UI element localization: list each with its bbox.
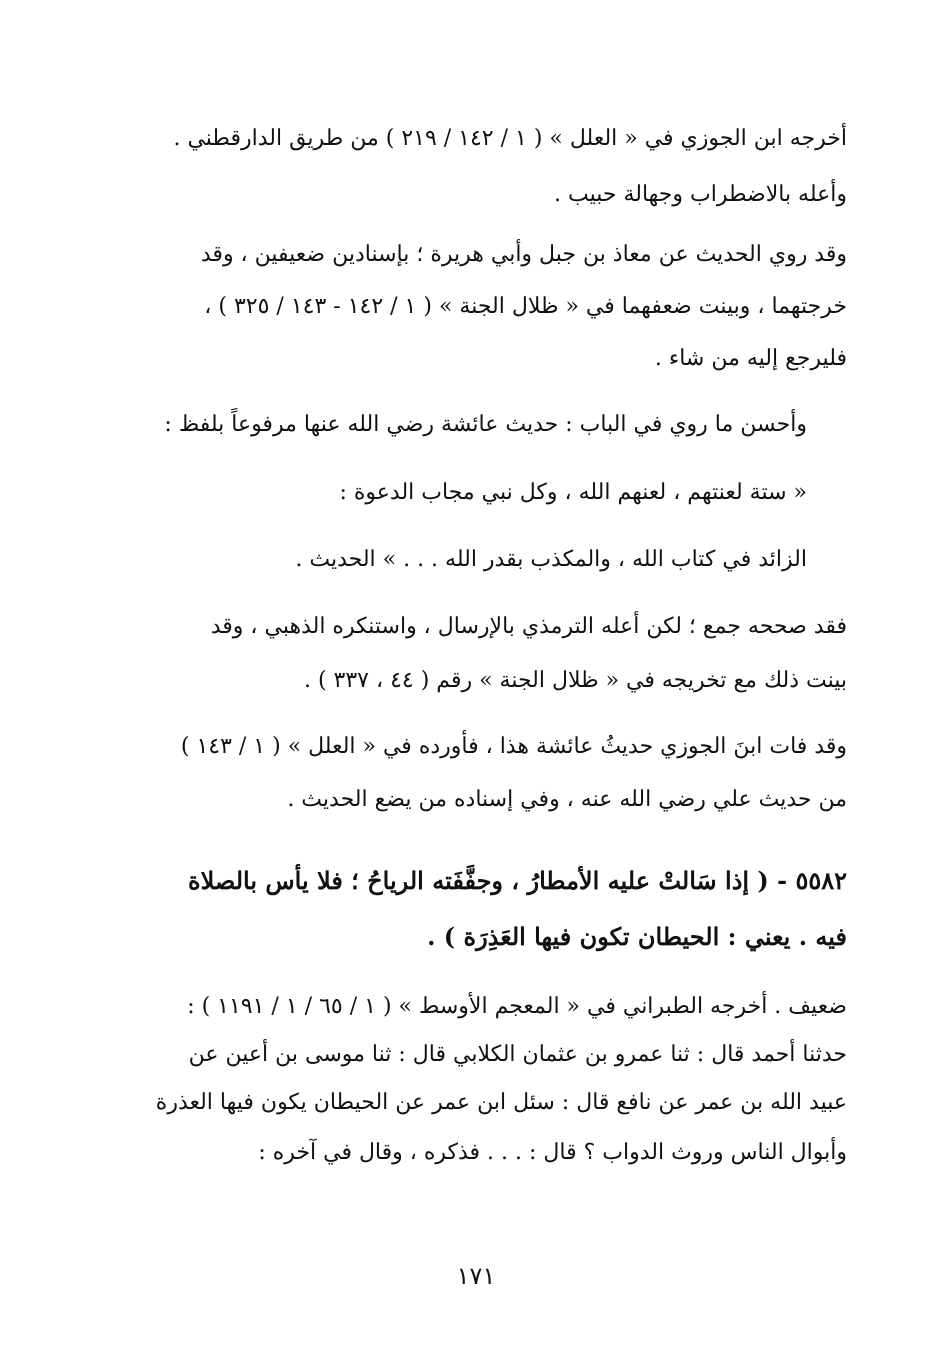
paragraph-6-line-1: فقد صححه جمع ؛ لكن أعله الترمذي بالإرسال ، واستنكره الذهبي ، وقد <box>210 614 847 639</box>
paragraph-8-line-3: عبيد الله بن عمر عن نافع قال : سئل ابن عمر عن الحيطان يكون فيها العذرة <box>155 1090 847 1115</box>
paragraph-2-line-1: وقد روي الحديث عن معاذ بن جبل وأبي هريرة ؛ بإسنادين ضعيفين ، وقد <box>200 242 847 267</box>
page-number: ١٧١ <box>456 1262 496 1290</box>
paragraph-2-line-2: خرجتهما ، وبينت ضعفهما في « ظلال الجنة » ( ١ / ١٤٢ - ١٤٣ / ٣٢٥ ) ، <box>204 294 847 319</box>
paragraph-8-line-4: وأبوال الناس وروث الدواب ؟ قال : . . . فذكره ، وقال في آخره : <box>258 1140 847 1165</box>
paragraph-3-line-1: وأحسن ما روي في الباب : حديث عائشة رضي الله عنها مرفوعاً بلفظ : <box>164 412 807 437</box>
paragraph-7-line-1: وقد فات ابنَ الجوزي حديثُ عائشة هذا ، فأورده في « العلل » ( ١ / ١٤٣ ) <box>180 734 847 759</box>
hadith-heading-line-2: فيه . يعني : الحيطان تكون فيها العَذِرَة ) . <box>427 922 847 951</box>
paragraph-1-line-1: أخرجه ابن الجوزي في « العلل » ( ١ / ١٤٢ / ٢١٩ ) من طريق الدارقطني . <box>173 126 847 151</box>
paragraph-1-line-2: وأعله بالاضطراب وجهالة حبيب . <box>553 182 847 207</box>
paragraph-6-line-2: بينت ذلك مع تخريجه في « ظلال الجنة » رقم ( ٤٤ ، ٣٣٧ ) . <box>303 668 847 693</box>
paragraph-7-line-2: من حديث علي رضي الله عنه ، وفي إسناده من يضع الحديث . <box>287 787 847 812</box>
paragraph-2-line-3: فليرجع إليه من شاء . <box>654 346 847 371</box>
paragraph-8-line-2: حدثنا أحمد قال : ثنا عمرو بن عثمان الكلابي قال : ثنا موسى بن أعين عن <box>188 1042 847 1067</box>
hadith-quote-line-1: « ستة لعنتهم ، لعنهم الله ، وكل نبي مجاب الدعوة : <box>339 480 807 505</box>
paragraph-8-line-1: ضعيف . أخرجه الطبراني في « المعجم الأوسط » ( ١ / ٦٥ / ١ / ١١٩١ ) : <box>187 994 847 1019</box>
hadith-quote-line-2: الزائد في كتاب الله ، والمكذب بقدر الله . . . » الحديث . <box>295 547 807 572</box>
hadith-heading-line-1: ٥٥٨٢ - ( إذا سَالتْ عليه الأمطارُ ، وجفَّفَته الرياحُ ؛ فلا يأس بالصلاة <box>188 866 847 895</box>
